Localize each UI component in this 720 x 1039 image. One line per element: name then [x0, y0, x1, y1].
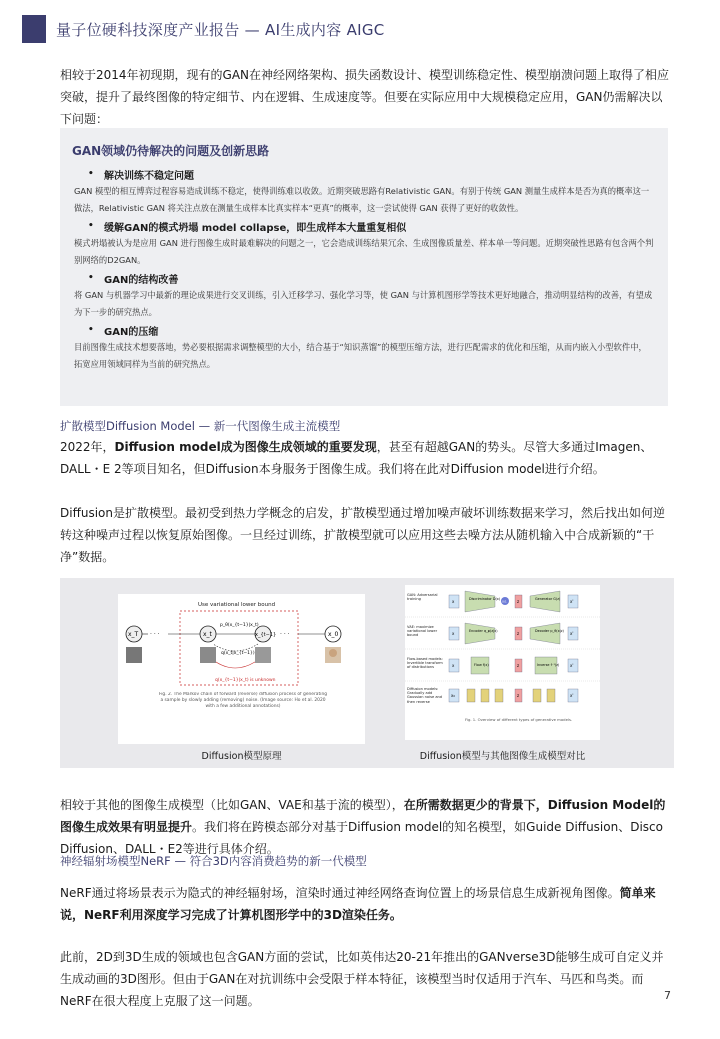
x2-label: x'	[570, 599, 574, 604]
z-label: z	[517, 663, 520, 668]
diffusion-paragraph-2: Diffusion是扩散模型。最初受到热力学概念的启发，扩散模型通过增加噪声破坏训练数据来学习，然后找出如何逆转这种噪声过程以恢复原始图像。一旦经过训练，扩散模型就可以应用这些去噪方法从随机输入中合成新颖的“干净”数据。	[60, 506, 665, 564]
issue-body-3: 将 GAN 与机器学习中最新的理论成果进行交叉训练，引入迁移学习、强化学习等，使 GAN 与计算机图形学等技术更好地融合，推动明显结构的改善，有望成为下一步的研究热点。	[74, 290, 653, 317]
x2-label: x'	[570, 693, 574, 698]
p-label: p_θ(x_{t−1}|x_t)	[220, 623, 259, 628]
row-label: VAE: maximize variational lower bound	[407, 625, 438, 638]
node-xt-label: x_t	[203, 631, 212, 638]
less-noisy-image	[255, 647, 271, 663]
issue-body-4: 目前图像生成技术想要落地，势必要根据需求调整模型的大小，结合基于“知识蒸馏”的模型压缩方法，进行匹配需求的优化和压缩，从而内嵌入小型软件中，拓宽应用领域同样为当前的研究热点。	[74, 342, 647, 369]
diffusion-paragraph-3	[60, 794, 670, 860]
denoise-step-box	[547, 689, 555, 702]
node-xt1-label: x_{t−1}	[255, 632, 277, 638]
row-label: Flow-based models: Invertible transform of distributions	[407, 657, 443, 670]
fig2-caption: Diffusion模型与其他图像生成模型对比	[419, 751, 586, 762]
issue-heading-4	[72, 321, 654, 339]
text-span: 相较于其他的图像生成模型（比如GAN、VAE和基于流的模型），	[60, 798, 404, 812]
issue-heading-1	[72, 165, 654, 183]
box-title: GAN领域仍待解决的问题及创新思路	[72, 144, 270, 158]
top-label: Use variational lower bound	[198, 602, 276, 608]
x2-label: x'	[570, 631, 574, 636]
diffusion-row	[407, 687, 578, 707]
row-label: GAN: Adversarial training	[407, 593, 438, 602]
noise-step-box	[467, 689, 475, 702]
block2-label: Decoder p_θ(x|z)	[535, 629, 564, 633]
row-label: Diffusion models: Gradually add Gaussian noise and then reverse	[407, 687, 443, 704]
markov-chain-diagram	[118, 594, 365, 744]
q-label: q(x_t|x_{t−1})	[221, 651, 255, 656]
gan-issues-box	[60, 128, 668, 406]
node-x0-label: x_0	[328, 631, 339, 638]
z-label: z	[517, 599, 520, 604]
discriminator-shape	[465, 591, 495, 612]
model-comparison-figure	[405, 585, 600, 740]
block2-label: Generator G(z)	[535, 597, 561, 601]
page-number: 7	[664, 989, 671, 1002]
diffusion-section-title: 扩散模型Diffusion Model — 新一代图像生成主流模型	[60, 419, 341, 433]
dots-left: · · ·	[150, 631, 160, 638]
small-caption: Fig. 2. The Markov chain of forward (reverse) diffusion process of generating a sample by slowly adding (removing) noise. (Image source: Ho et al. 2020 with a few additional annotations)	[158, 692, 328, 709]
issue-body-1: GAN 模型的相互博弈过程容易造成训练不稳定，使得训练难以收敛。近期突破思路有Relativistic GAN。有别于传统 GAN 测量生成样本是否为真的概率这一做法，Relativistic GAN 将关注点放在测量生成样本比真实样本“更真”的概率，这一尝试使得 GAN 获得了更好的收敛性。	[74, 186, 650, 213]
page-header	[22, 14, 385, 44]
issue-heading-text: 缓解GAN的模式坍塌 model collapse，即生成样本大量重复相似	[104, 222, 407, 234]
bullet: •	[88, 273, 94, 283]
encoder-shape	[465, 623, 495, 644]
bold-span: 在所需数据更少的背景下，Diffusion Model的图像生成效果有明显提升	[60, 798, 666, 834]
nerf-paragraph-2: 此前，2D到3D生成的领域也包含GAN方面的尝试，比如英伟达20-21年推出的GANverse3D能够生成可自定义并生成动画的3D图形。但由于GAN在对抗训练中会受限于样本特征，该模型当时仅适用于汽车、马匹和鸟类。而NeRF在很大程度上克服了这一问题。	[60, 950, 664, 1008]
row-label-wrap	[407, 657, 445, 673]
row-label-wrap	[407, 687, 445, 707]
model-comparison-diagram	[405, 585, 600, 740]
text-span: 2022年，	[60, 440, 115, 454]
issue-heading-2	[72, 217, 654, 235]
page-title: 量子位硬科技深度产业报告 — AI生成内容 AIGC	[56, 20, 385, 39]
x-label: x	[452, 631, 455, 636]
row-label-wrap	[407, 625, 445, 641]
fig1-caption: Diffusion模型原理	[201, 751, 282, 762]
small-caption: Fig. 1. Overview of different types of generative models.	[465, 717, 573, 722]
q-arc	[213, 644, 258, 651]
generator-shape	[530, 591, 560, 612]
face-shape	[329, 649, 337, 657]
nerf-paragraph-1	[60, 882, 670, 926]
issue-heading-text: GAN的结构改善	[104, 274, 179, 286]
text-span: ，甚至有超越GAN的势头。尽管大多通过Imagen、DALL・E 2等项目知名，但Diffusion本身服务于图像生成。我们将在此对Diffusion model进行介绍。	[60, 440, 653, 476]
diffusion-paragraph-1	[60, 436, 670, 480]
block2-label: Inverse f⁻¹(z)	[537, 663, 560, 667]
issue-heading-text: 解决训练不稳定问题	[104, 170, 194, 182]
issue-heading-text: GAN的压缩	[104, 326, 159, 338]
z-label: z	[517, 631, 520, 636]
noise-step-box	[495, 689, 503, 702]
bullet: •	[88, 169, 94, 179]
gan-row	[407, 591, 578, 612]
block1-label: Flow f(x)	[474, 663, 489, 667]
x-label: x	[452, 599, 455, 604]
x-label: x₀	[451, 693, 455, 698]
block1-label: Discriminator D(x)	[469, 597, 501, 601]
issue-heading-3	[72, 269, 654, 287]
noise-image	[126, 647, 142, 663]
x2-label: x'	[570, 663, 574, 668]
x-label: x	[452, 663, 455, 668]
vae-row	[407, 623, 578, 644]
z-label: z	[517, 693, 520, 698]
diffusion-principle-figure	[118, 594, 365, 744]
bullet: •	[88, 325, 94, 335]
text-span: 。我们将在跨模态部分对基于Diffusion model的知名模型，如Guide Diffusion、Disco Diffusion、DALL・E2等进行具体介绍。	[60, 820, 663, 856]
mid-label: 0/1	[502, 599, 507, 604]
noisy-image	[200, 647, 216, 663]
denoise-step-box	[533, 689, 541, 702]
nerf-section-title: 神经辐射场模型NeRF — 符合3D内容消费趋势的新一代模型	[60, 854, 367, 868]
issue-body-2: 模式坍塌被认为是应用 GAN 进行图像生成时最难解决的问题之一，它会造成训练结果冗余、生成图像质量差、样本单一等问题。近期突破性思路有包含两个判别网络的D2GAN。	[74, 238, 654, 265]
unknown-label: q(x_{t−1}|x_t) is unknown	[215, 678, 276, 683]
unknown-arc	[213, 660, 258, 668]
intro-paragraph: 相较于2014年初现期，现有的GAN在神经网络架构、损失函数设计、模型训练稳定性、模型崩溃问题上取得了相应突破，提升了最终图像的特定细节、内在逻辑、生成速度等。但要在实际应用中大规模稳定应用，GAN仍需解决以下问题：	[60, 68, 670, 126]
node-xT-label: x_T	[128, 631, 139, 638]
dots-right: · · ·	[280, 631, 290, 638]
row-label-wrap	[407, 593, 445, 609]
flow-row	[407, 657, 578, 674]
bullet: •	[88, 221, 94, 231]
noise-step-box	[481, 689, 489, 702]
decoder-shape	[530, 623, 560, 644]
bold-span: 简单来说，NeRF利用深度学习完成了计算机图形学中的3D渲染任务。	[60, 886, 656, 922]
bold-span: Diffusion model成为图像生成领域的重要发现	[114, 440, 377, 454]
block1-label: Encoder q_φ(z|x)	[469, 629, 498, 633]
text-span: NeRF通过将场景表示为隐式的神经辐射场，渲染时通过神经网络查询位置上的场景信息生成新视角图像。	[60, 886, 620, 900]
header-color-block	[22, 15, 46, 43]
small-caption-wrap	[158, 692, 328, 732]
